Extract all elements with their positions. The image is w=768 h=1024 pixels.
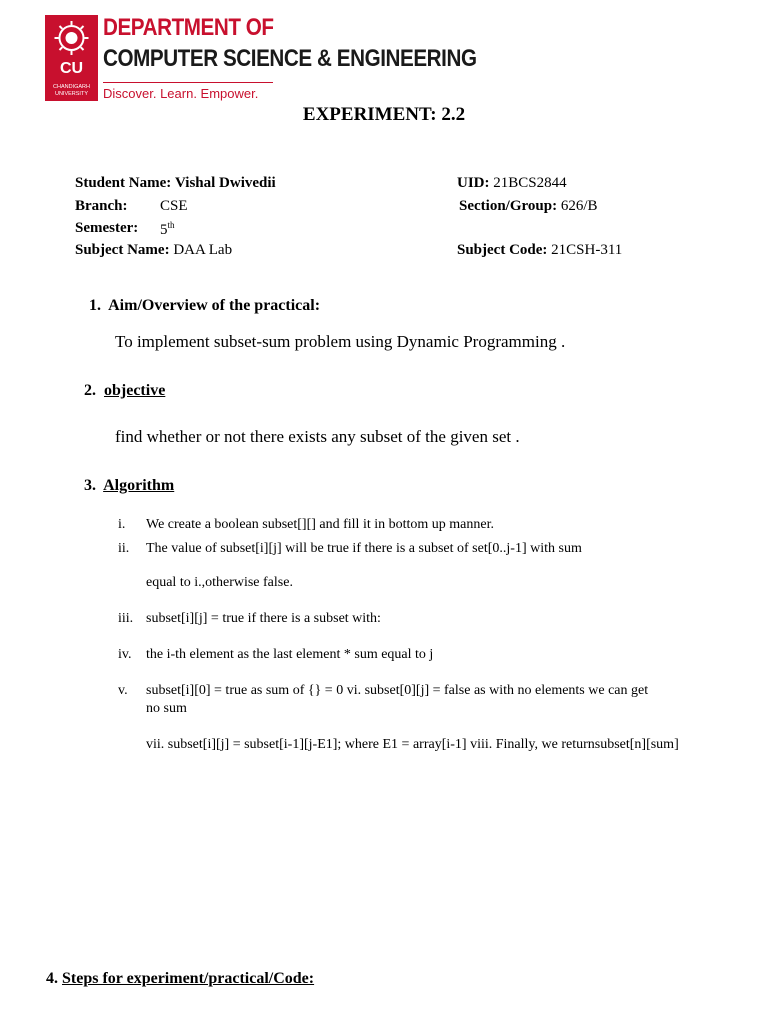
semester-label: Semester: (75, 220, 139, 236)
subject-code-label: Subject Code: (457, 242, 548, 258)
alg-text-2: The value of subset[i][j] will be true if there is a subset of set[0..j-1] with sum (146, 541, 582, 556)
subject-name-value: DAA Lab (173, 242, 233, 258)
section-2-text: find whether or not there exists any subset of the given set . (115, 427, 520, 446)
alg-text-4: the i-th element as the last element * sum equal to j (146, 647, 434, 662)
logo-university-text: CHANDIGARH UNIVERSITY (53, 84, 90, 97)
alg-text-1: We create a boolean subset[][] and fill it in bottom up manner. (146, 517, 494, 532)
department-line-2: COMPUTER SCIENCE & ENGINEERING (103, 45, 477, 72)
uid-value: 21BCS2844 (493, 175, 567, 191)
alg-num-5: v. (118, 683, 128, 698)
section-value: 626/B (560, 198, 598, 214)
section-4-title: Steps for experiment/practical/Code: (62, 970, 315, 987)
alg-num-4: iv. (118, 647, 132, 662)
alg-text-2-cont: equal to i.,otherwise false. (146, 575, 293, 590)
student-name-row (75, 175, 276, 192)
emblem-icon (45, 15, 98, 65)
section-1-title: Aim/Overview of the practical: (108, 297, 321, 314)
section-3-heading (84, 477, 174, 495)
department-line-1: DEPARTMENT OF (103, 14, 274, 41)
subject-code-row (457, 242, 622, 259)
alg-num-1: i. (118, 517, 126, 532)
alg-text-7: vii. subset[i][j] = subset[i-1][j-E1]; where E1 = array[i-1] viii. Finally, we returnsubset[n][sum] (146, 737, 679, 752)
section-3-title: Algorithm (103, 477, 175, 494)
section-label: Section/Group: (459, 198, 558, 214)
semester-number: 5 (160, 222, 168, 238)
alg-text-3: subset[i][j] = true if there is a subset with: (146, 611, 381, 626)
alg-num-3: iii. (118, 611, 134, 626)
section-2-number: 2. (84, 382, 96, 399)
section-4-heading (46, 970, 314, 988)
section-1-number: 1. (89, 297, 101, 314)
subject-name-row (75, 242, 232, 259)
section-1-text: To implement subset-sum problem using Dynamic Programming . (115, 332, 566, 351)
section-row (459, 198, 598, 215)
subject-name-label: Subject Name: (75, 242, 170, 258)
semester-suffix: th (167, 220, 175, 230)
section-1-heading (89, 297, 320, 315)
uid-label: UID: (457, 175, 490, 191)
header-divider (103, 82, 273, 83)
branch-label: Branch: (75, 198, 128, 214)
section-4-number: 4. (46, 970, 58, 987)
tagline: Discover. Learn. Empower. (103, 86, 259, 101)
uid-row (457, 175, 567, 192)
section-3-number: 3. (84, 477, 96, 494)
alg-text-5: subset[i][0] = true as sum of {} = 0 vi. subset[0][j] = false as with no elements we can get (146, 683, 649, 698)
subject-code-value: 21CSH-311 (551, 242, 623, 258)
section-2-title: objective (104, 382, 166, 399)
alg-text-5-cont: no sum (146, 701, 187, 716)
student-name-label: Student Name: (75, 175, 172, 191)
semester-value (160, 220, 175, 239)
section-2-heading (84, 382, 165, 400)
page-title: EXPERIMENT: 2.2 (302, 104, 466, 125)
student-name-value: Vishal Dwivedii (175, 175, 276, 191)
logo-cu-text: CU (59, 60, 84, 77)
branch-value: CSE (160, 198, 188, 214)
alg-num-2: ii. (118, 541, 130, 556)
